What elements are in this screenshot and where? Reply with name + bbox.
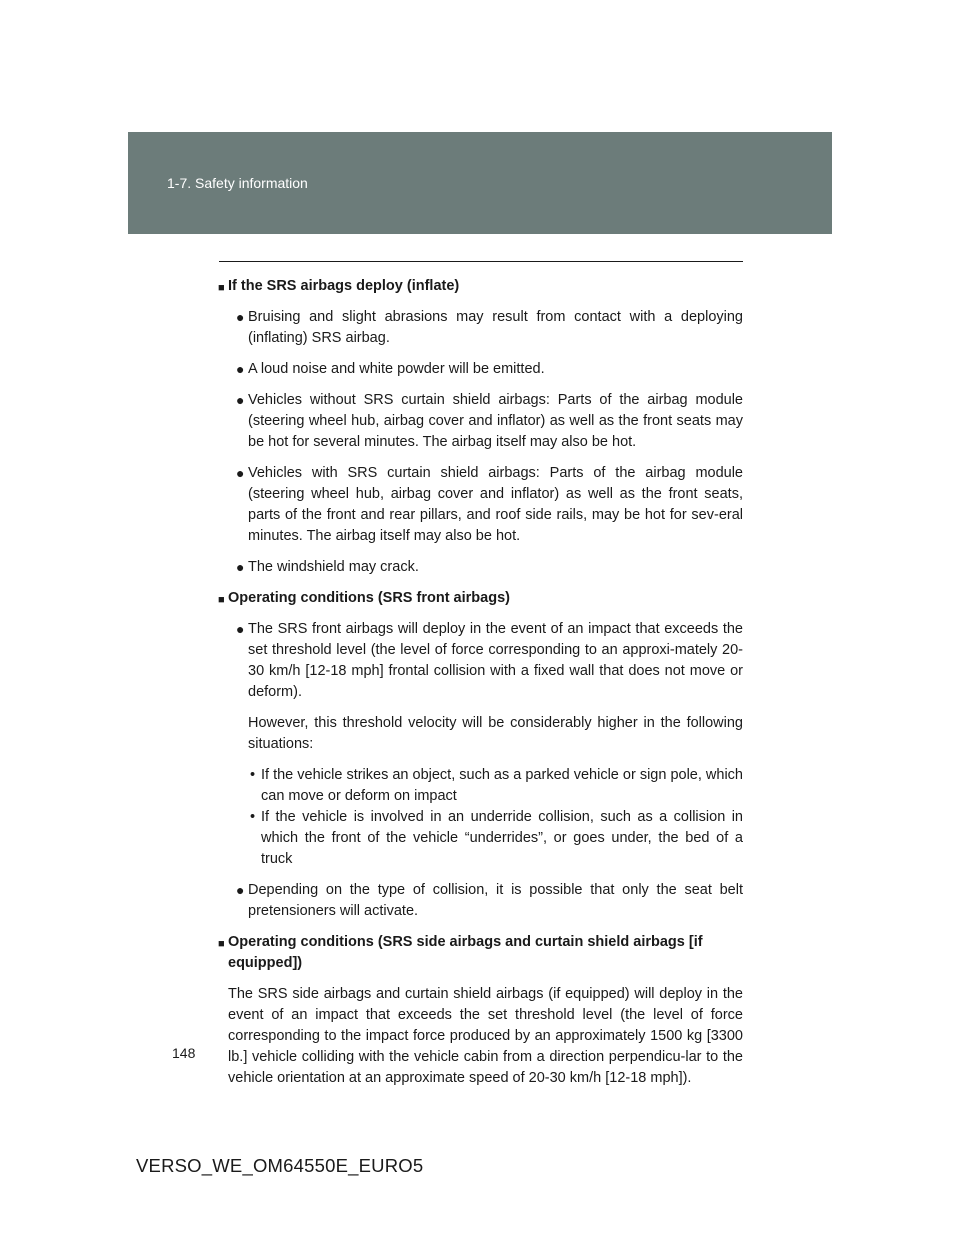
- page-number: 148: [172, 1045, 196, 1061]
- circle-bullet-icon: ●: [236, 361, 245, 377]
- bullet-item: ● Depending on the type of collision, it is possible that only the seat belt pretensioners will activate.: [236, 882, 743, 919]
- square-bullet-icon: ■: [218, 282, 225, 294]
- section-header-band: [128, 132, 832, 234]
- sub-item: • If the vehicle is involved in an underride collision, such as a collision in which the front of the vehicle “underrides”, or goes under, the bed of a truck: [250, 809, 743, 867]
- circle-bullet-icon: ●: [236, 392, 245, 408]
- bullet-item: ● Vehicles without SRS curtain shield airbags: Parts of the airbag module (steering wheel hub, airbag cover and inflator) as well as the front seats may be hot for several minutes. The airbag itself may also be hot.: [236, 392, 743, 450]
- bullet-item: ● A loud noise and white powder will be emitted.: [218, 359, 743, 380]
- bullet-item: ● Vehicles with SRS curtain shield airbags: Parts of the airbag module (steering wheel hub, airbag cover and inflator) as well as the front seats, parts of the front and rear pillars, and roof side rails, may be hot for sev-eral minutes. The airbag itself may also be hot.: [236, 465, 743, 544]
- bullet-item: ● Bruising and slight abrasions may result from contact with a deploying (inflating) SRS airbag.: [236, 309, 743, 346]
- square-bullet-icon: ■: [218, 594, 225, 606]
- circle-bullet-icon: ●: [236, 465, 245, 481]
- bullet-item: ● The windshield may crack.: [218, 557, 743, 578]
- sub-list: [218, 765, 743, 870]
- section-title: 1-7. Safety information: [167, 175, 308, 191]
- circle-bullet-icon: ●: [236, 882, 245, 898]
- divider-rule: [219, 261, 743, 262]
- section-heading: ■ If the SRS airbags deploy (inflate): [218, 276, 743, 297]
- page-content: [218, 276, 743, 1099]
- circle-bullet-icon: ●: [236, 621, 245, 637]
- bullet-item: ● The SRS front airbags will deploy in the event of an impact that exceeds the set threshold level (the level of force corresponding to an approxi-mately 20-30 km/h [12-18 mph] frontal collision with a fixed wall that does not move or deform).: [236, 621, 743, 700]
- section-heading: ■ Operating conditions (SRS side airbags and curtain shield airbags [if equipped]): [218, 934, 703, 971]
- circle-bullet-icon: ●: [236, 559, 245, 575]
- circle-bullet-icon: ●: [236, 309, 245, 325]
- paragraph: The SRS side airbags and curtain shield airbags (if equipped) will deploy in the event of an impact that exceeds the set threshold level (the level of force corresponding to the impact force produced by an approximately 1500 kg [3300 lb.] vehicle colliding with the vehicle cabin from a direction perpendicu-lar to the vehicle orientation at an approximate speed of 20-30 km/h [12-18 mph]).: [228, 986, 743, 1086]
- section-heading: ■ Operating conditions (SRS front airbags): [218, 588, 743, 609]
- paragraph: However, this threshold velocity will be considerably higher in the following situations:: [248, 715, 743, 752]
- square-bullet-icon: ■: [218, 938, 225, 950]
- sub-item: • If the vehicle strikes an object, such as a parked vehicle or sign pole, which can move or deform on impact: [250, 767, 743, 804]
- document-code: VERSO_WE_OM64550E_EURO5: [136, 1155, 424, 1176]
